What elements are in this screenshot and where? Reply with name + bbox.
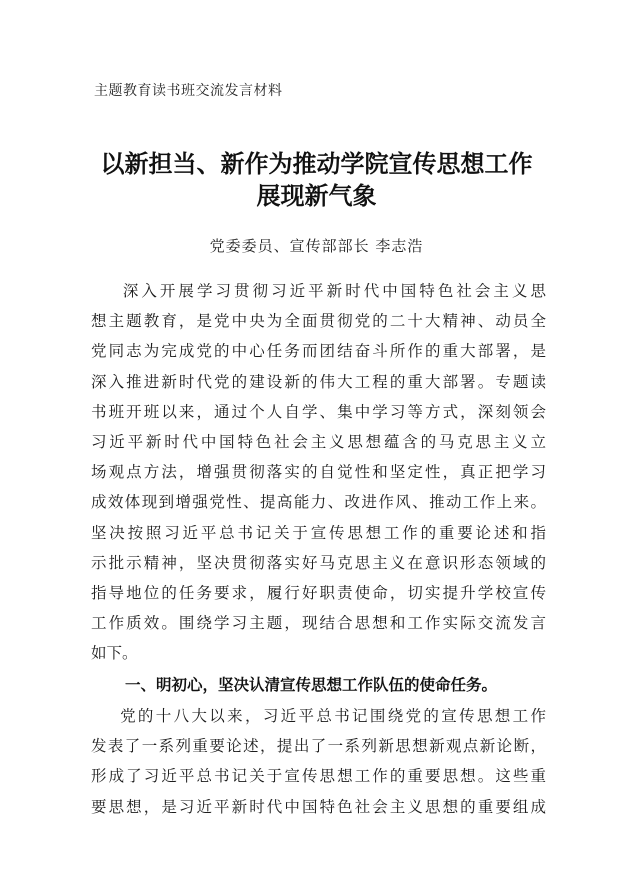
paragraph-line: 习近平新时代中国特色社会主义思想蕴含的马克思主义立 <box>91 432 546 451</box>
section-heading-1: 一、明初心，坚决认清宣传思想工作队伍的使命任务。 <box>125 676 498 694</box>
paragraph-line: 书班开班以来，通过个人自学、集中学习等方式，深刻领会 <box>91 402 546 421</box>
paragraph-2 <box>91 701 546 822</box>
author-line: 党委委员、宣传部部长 李志浩 <box>209 237 424 255</box>
paragraph-line: 党的十八大以来，习近平总书记围绕党的宣传思想工作 <box>91 707 546 725</box>
paragraph-line: 形成了习近平总书记关于宣传思想工作的重要思想。这些重 <box>91 767 546 786</box>
paragraph-line: 如下。 <box>91 644 138 663</box>
paragraph-line: 场观点方法，增强贯彻落实的自觉性和坚定性，真正把学习 <box>91 463 546 482</box>
paragraph-line: 想主题教育，是党中央为全面贯彻党的二十大精神、动员全 <box>91 312 546 331</box>
paragraph-line: 工作质效。围绕学习主题，现结合思想和工作实际交流发言 <box>91 614 546 633</box>
paragraph-line: 党同志为完成党的中心任务而团结奋斗所作的重大部署，是 <box>91 342 546 361</box>
document-header: 主题教育读书班交流发言材料 <box>94 83 283 99</box>
paragraph-line: 示批示精神，坚决贯彻落实好马克思主义在意识形态领域的 <box>91 553 546 572</box>
paragraph-line: 坚决按照习近平总书记关于宣传思想工作的重要论述和指 <box>91 523 546 542</box>
paragraph-line: 指导地位的任务要求，履行好职责使命，切实提升学校宣传 <box>91 583 546 602</box>
paragraph-line: 成效体现到增强党性、提高能力、改进作风、推动工作上来。 <box>91 493 546 512</box>
paragraph-line: 深入开展学习贯彻习近平新时代中国特色社会主义思 <box>91 282 546 300</box>
document-title-line-2: 展现新气象 <box>256 182 377 210</box>
paragraph-1 <box>91 276 546 668</box>
paragraph-line: 深入推进新时代党的建设新的伟大工程的重大部署。专题读 <box>91 372 546 391</box>
paragraph-line: 要思想，是习近平新时代中国特色社会主义思想的重要组成 <box>91 797 546 816</box>
document-title-line-1: 以新担当、新作为推动学院宣传思想工作 <box>100 150 533 178</box>
paragraph-line: 发表了一系列重要论述，提出了一系列新思想新观点新论断， <box>91 737 546 756</box>
